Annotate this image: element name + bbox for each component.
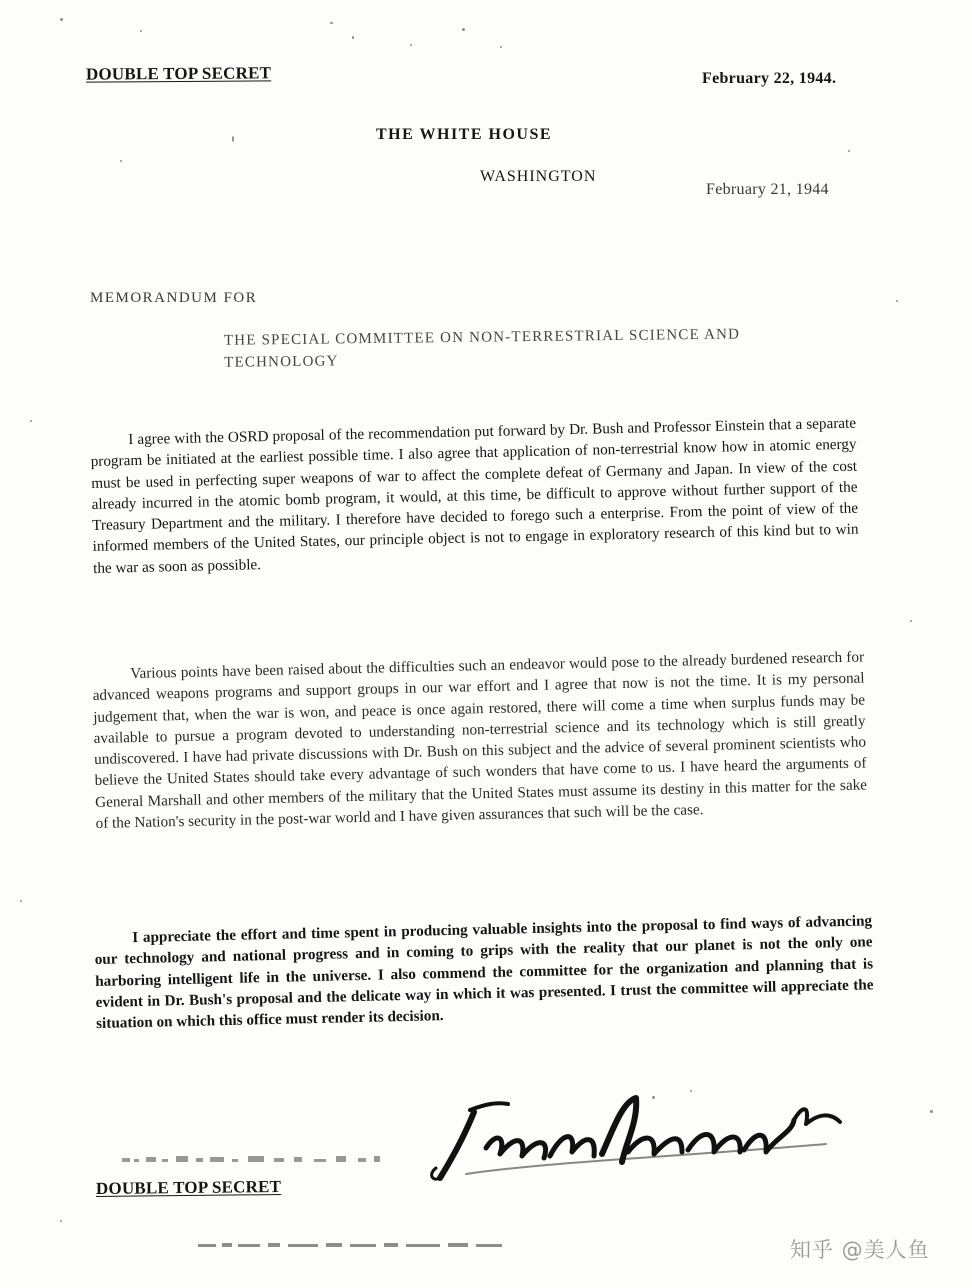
letterhead-washington: WASHINGTON — [480, 168, 597, 185]
memo-paragraph-2: Various points have been raised about the difficulties such an endeavor would pose to the already burdened research for advanced weapons programs and support groups in our war effort and I agree that now is not the time. It is my personal judgement that, when the war is won, and peace is once again restored, there will come a time when surplus funds may be available to pursue a program devoted to understanding non-terrestrial science and its technology which is still greatly undiscovered. I have had private discussions with Dr. Bush on this subject and the advice of several prominent scientists who believe the United States should take every advantage of such wonders that have come to us. I have heard the arguments of General Marshall and other members of the military that the United States must assume its destiny in this matter for the sake of the Nation's security in the post-war world and I have given assurances that such will be the case. — [92, 648, 868, 833]
faint-illegible-text — [118, 1150, 388, 1170]
watermark: 知乎 @美人鱼 — [790, 1238, 930, 1262]
letter-date: February 21, 1944 — [706, 181, 829, 198]
memorandum-for-label: MEMORANDUM FOR — [90, 290, 258, 306]
signature — [426, 1082, 846, 1192]
memo-paragraph-1: I agree with the OSRD proposal of the recommendation put forward by Dr. Bush and Professor Einstein that a separate program be initiated at the earliest possible time. I also agree that application of non-terrestrial know how in atomic energy must be used in perfecting super weapons of war to affect the complete defeat of Germany and Japan. In view of the cost already incurred in the atomic bomb program, it would, at this time, be difficult to approve without further support of the Treasury Department and the military. I therefore have decided to forego such a enterprise. From the point of view of the informed members of the United States, our principle object is not to engage in exploratory research of this kind but to win the war as soon as possible. — [90, 414, 859, 577]
classification-marking-top: DOUBLE TOP SECRET — [85, 63, 272, 84]
classification-marking-bottom: DOUBLE TOP SECRET — [95, 1177, 282, 1198]
faint-footer-text — [196, 1238, 506, 1252]
committee-name: THE SPECIAL COMMITTEE ON NON-TERRESTRIAL SCIENCE AND TECHNOLOGY — [223, 326, 741, 371]
signature-name: Franklin D. Roosevelt — [430, 1189, 448, 1191]
memo-paragraph-3: I appreciate the effort and time spent in producing valuable insights into the proposal to find ways of advancing our technology and national progress and in coming to grips with the reality that our planet is not the only one harboring intelligent life in the universe. I also commend the committee for the organization and planning that is evident in Dr. Bush's proposal and the delicate way in which it was presented. I trust the committee will appreciate the situation on which this office must render its decision. — [94, 912, 874, 1033]
letterhead-white-house: THE WHITE HOUSE — [376, 126, 553, 143]
date-top: February 22, 1944. — [702, 70, 837, 87]
